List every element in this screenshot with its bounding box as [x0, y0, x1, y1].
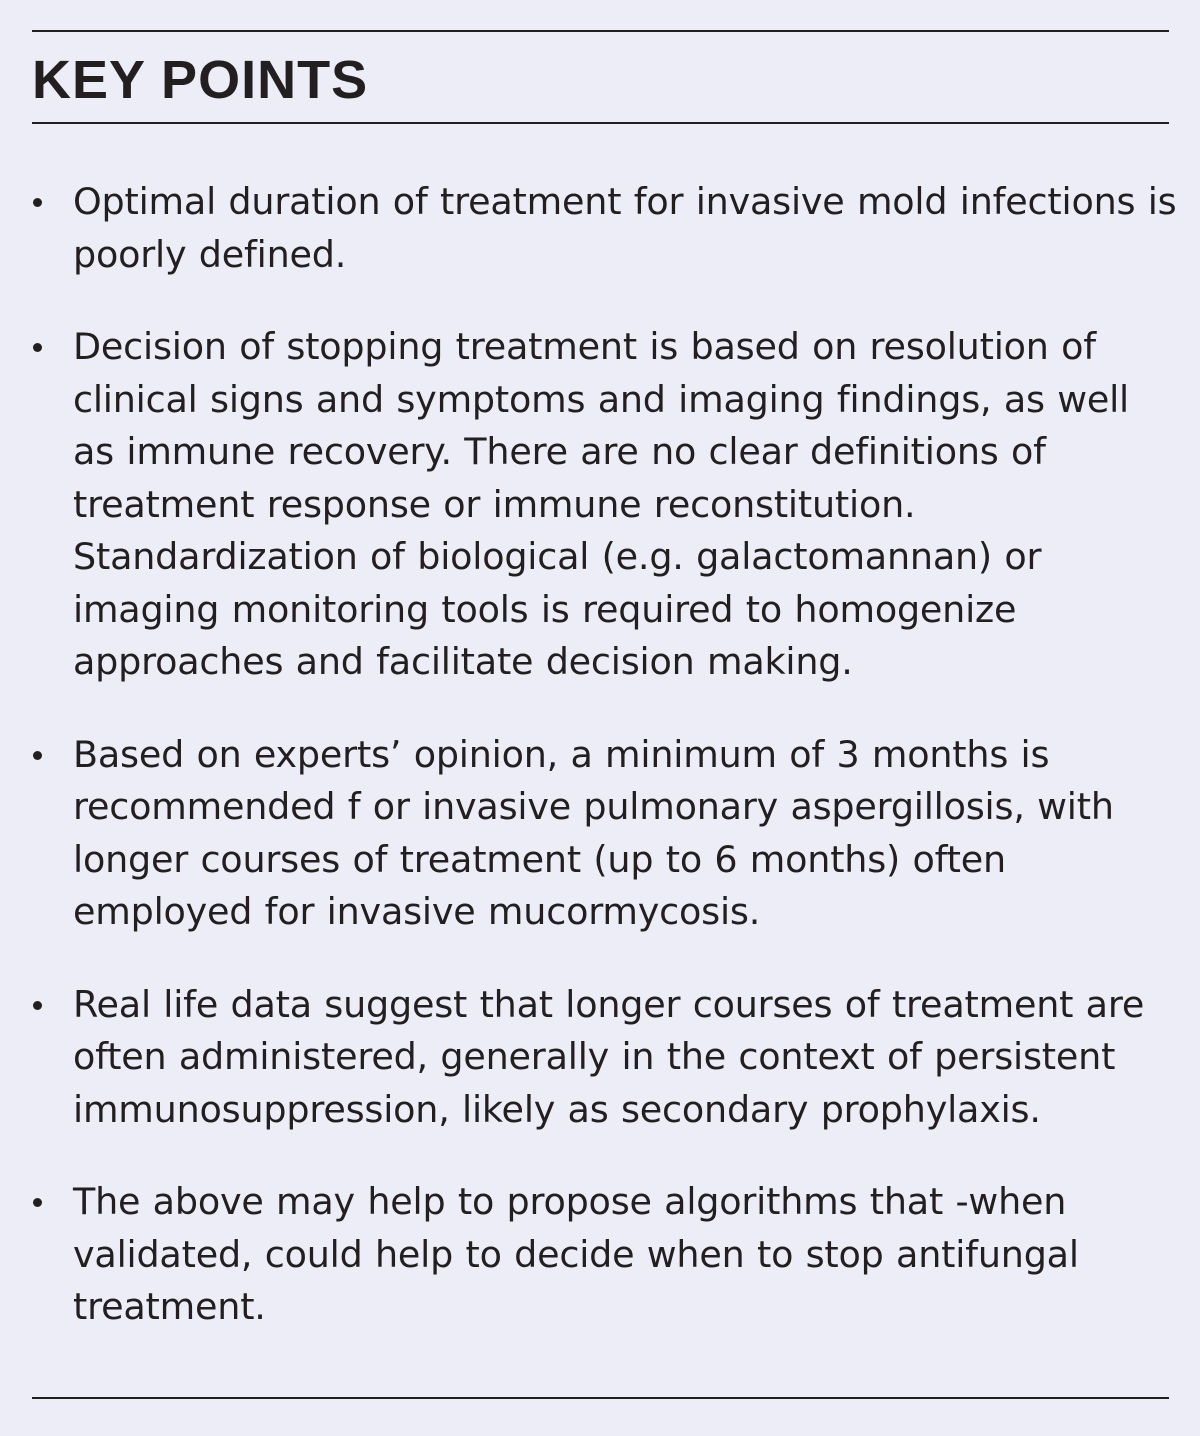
bottom-divider	[32, 1397, 1169, 1399]
key-point-5	[32, 1176, 1182, 1334]
bullet-icon	[33, 343, 42, 352]
bullet-icon	[33, 1198, 42, 1207]
key-point-2	[32, 321, 1182, 689]
key-point-text: Optimal duration of treatment for invasive mold infections is poorly defined.	[73, 180, 1177, 276]
key-point-4	[32, 979, 1182, 1137]
key-point-3	[32, 729, 1182, 939]
heading-divider	[32, 122, 1169, 124]
key-points-list	[32, 176, 1182, 1374]
key-point-text: Real life data suggest that longer courses of treatment are often administered, generally in the context of persistent immunosuppression, likely as secondary prophylaxis.	[73, 982, 1145, 1131]
bullet-icon	[33, 1001, 42, 1010]
key-point-1	[32, 176, 1182, 281]
key-points-heading: KEY POINTS	[32, 50, 369, 110]
key-point-text: The above may help to propose algorithms that -when validated, could help to decide when to stop antifungal treatment.	[73, 1180, 1079, 1328]
key-point-text: Decision of stopping treatment is based on resolution of clinical signs and symptoms and imaging findings, as well as immune recovery. There are no clear definitions of treatment response or immune reconstitution. Standardization of biological (e.g. galactomannan) or imaging monitoring tools is required to homogenize approaches and facilitate decision making.	[73, 325, 1129, 683]
top-divider	[32, 30, 1169, 32]
bullet-icon	[33, 198, 42, 207]
bullet-icon	[33, 751, 42, 760]
key-point-text: Based on experts’ opinion, a minimum of 3 months is recommended f or invasive pulmonary aspergillosis, with longer courses of treatment (up to 6 months) often employed for invasive mucormycosis.	[73, 732, 1114, 933]
